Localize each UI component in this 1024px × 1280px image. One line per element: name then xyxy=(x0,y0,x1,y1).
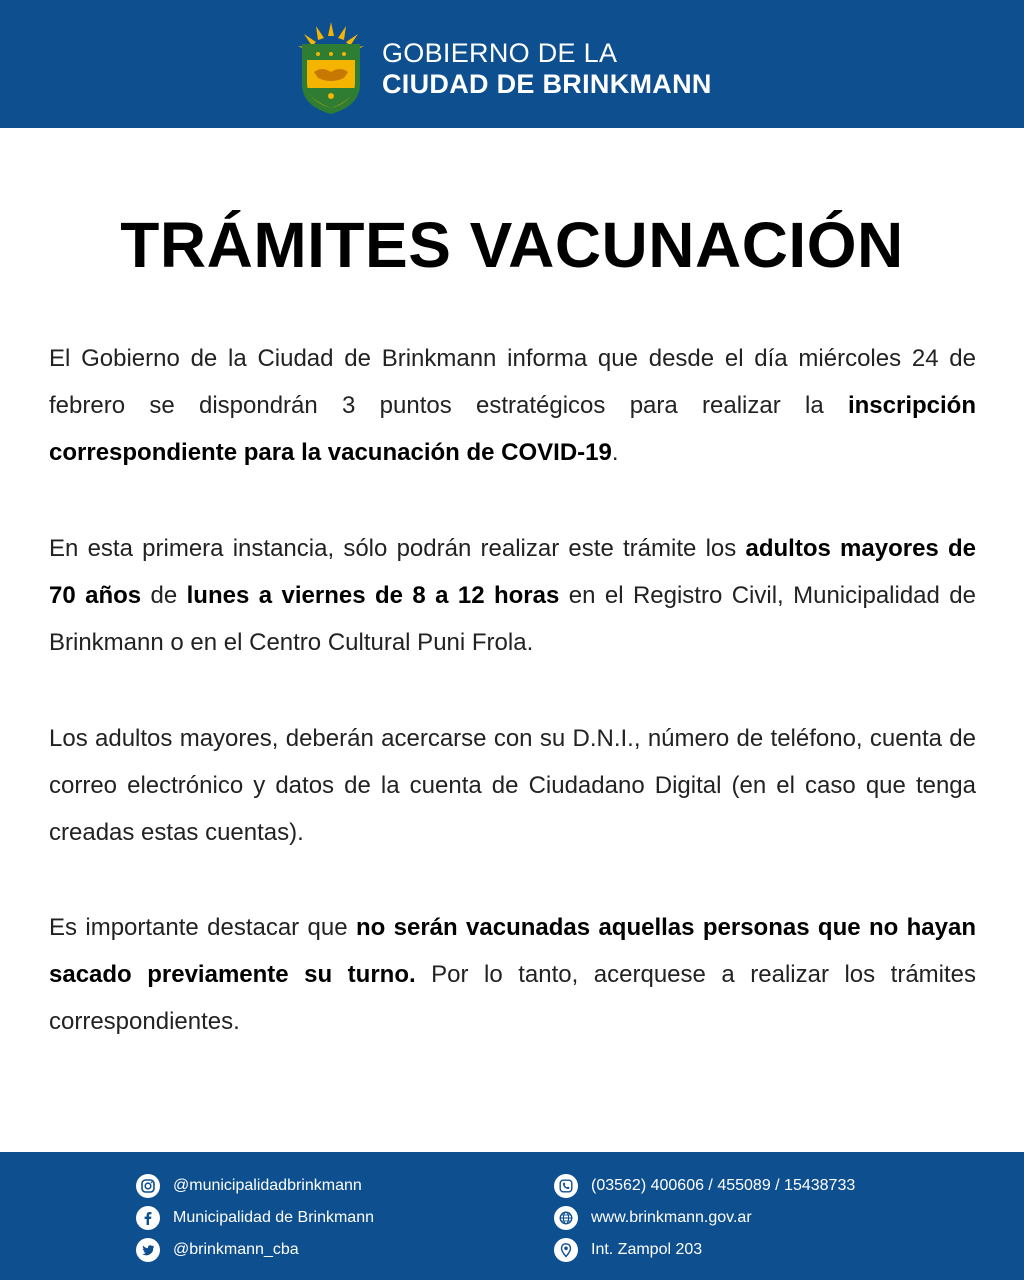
paragraph-text: En esta primera instancia, sólo podrán realizar este trámite los xyxy=(49,535,746,562)
footer-facebook[interactable] xyxy=(136,1206,374,1230)
street-address: Int. Zampol 203 xyxy=(591,1241,703,1258)
paragraph-required-documents xyxy=(49,715,976,856)
instagram-handle: @municipalidadbrinkmann xyxy=(173,1177,362,1194)
twitter-handle: @brinkmann_cba xyxy=(173,1241,299,1258)
paragraph-emphasis: lunes a viernes de 8 a 12 horas xyxy=(186,582,560,609)
website-url: www.brinkmann.gov.ar xyxy=(591,1209,752,1226)
instagram-icon xyxy=(136,1174,160,1198)
city-crest-logo xyxy=(298,22,364,114)
footer-instagram[interactable] xyxy=(136,1174,362,1198)
footer-address xyxy=(554,1238,702,1262)
globe-icon xyxy=(554,1206,578,1230)
government-name xyxy=(382,38,712,100)
location-pin-icon xyxy=(554,1238,578,1262)
paragraph-text: de xyxy=(141,582,187,609)
facebook-page-name: Municipalidad de Brinkmann xyxy=(173,1209,374,1226)
phone-numbers: (03562) 400606 / 455089 / 15438733 xyxy=(591,1177,856,1194)
header-banner xyxy=(0,0,1024,128)
paragraph-text: Por lo tanto, acerquese a realizar los trámites correspondientes. xyxy=(49,961,977,1035)
paragraph-text: en el Registro Civil, Municipalidad de Brinkmann o en el Centro Cultural Puni Frola. xyxy=(49,582,976,656)
paragraph-text: . xyxy=(611,439,619,466)
government-name-line2: CIUDAD DE BRINKMANN xyxy=(382,69,712,99)
paragraph-text: Es importante destacar que xyxy=(49,914,356,941)
footer-twitter[interactable] xyxy=(136,1238,299,1262)
footer-contact-bar xyxy=(0,1152,1024,1280)
twitter-icon xyxy=(136,1238,160,1262)
footer-phone[interactable] xyxy=(554,1174,855,1198)
paragraph-emphasis: inscripción correspondiente para la vacunación de COVID-19 xyxy=(49,392,976,466)
facebook-icon xyxy=(136,1206,160,1230)
government-name-line1: GOBIERNO DE LA xyxy=(382,38,618,68)
paragraph-appointment-notice xyxy=(49,904,976,1045)
paragraph-eligibility-schedule xyxy=(49,525,976,666)
paragraph-registration-points xyxy=(49,335,976,476)
footer-website[interactable] xyxy=(554,1206,752,1230)
paragraph-text: Los adultos mayores, deberán acercarse con su D.N.I., número de teléfono, cuenta de correo electrónico y datos de la cuenta de Ciudadano Digital (en el caso que tenga creadas estas cuentas). xyxy=(49,725,976,846)
phone-icon xyxy=(554,1174,578,1198)
paragraph-emphasis: no serán vacunadas aquellas personas que no hayan sacado previamente su turno. xyxy=(49,914,976,988)
page-title: TRÁMITES VACUNACIÓN xyxy=(120,209,904,281)
paragraph-emphasis: adultos mayores de 70 años xyxy=(49,535,976,609)
paragraph-text: El Gobierno de la Ciudad de Brinkmann informa que desde el día miércoles 24 de febrero se dispondrán 3 puntos estratégicos para realizar la xyxy=(49,345,976,419)
